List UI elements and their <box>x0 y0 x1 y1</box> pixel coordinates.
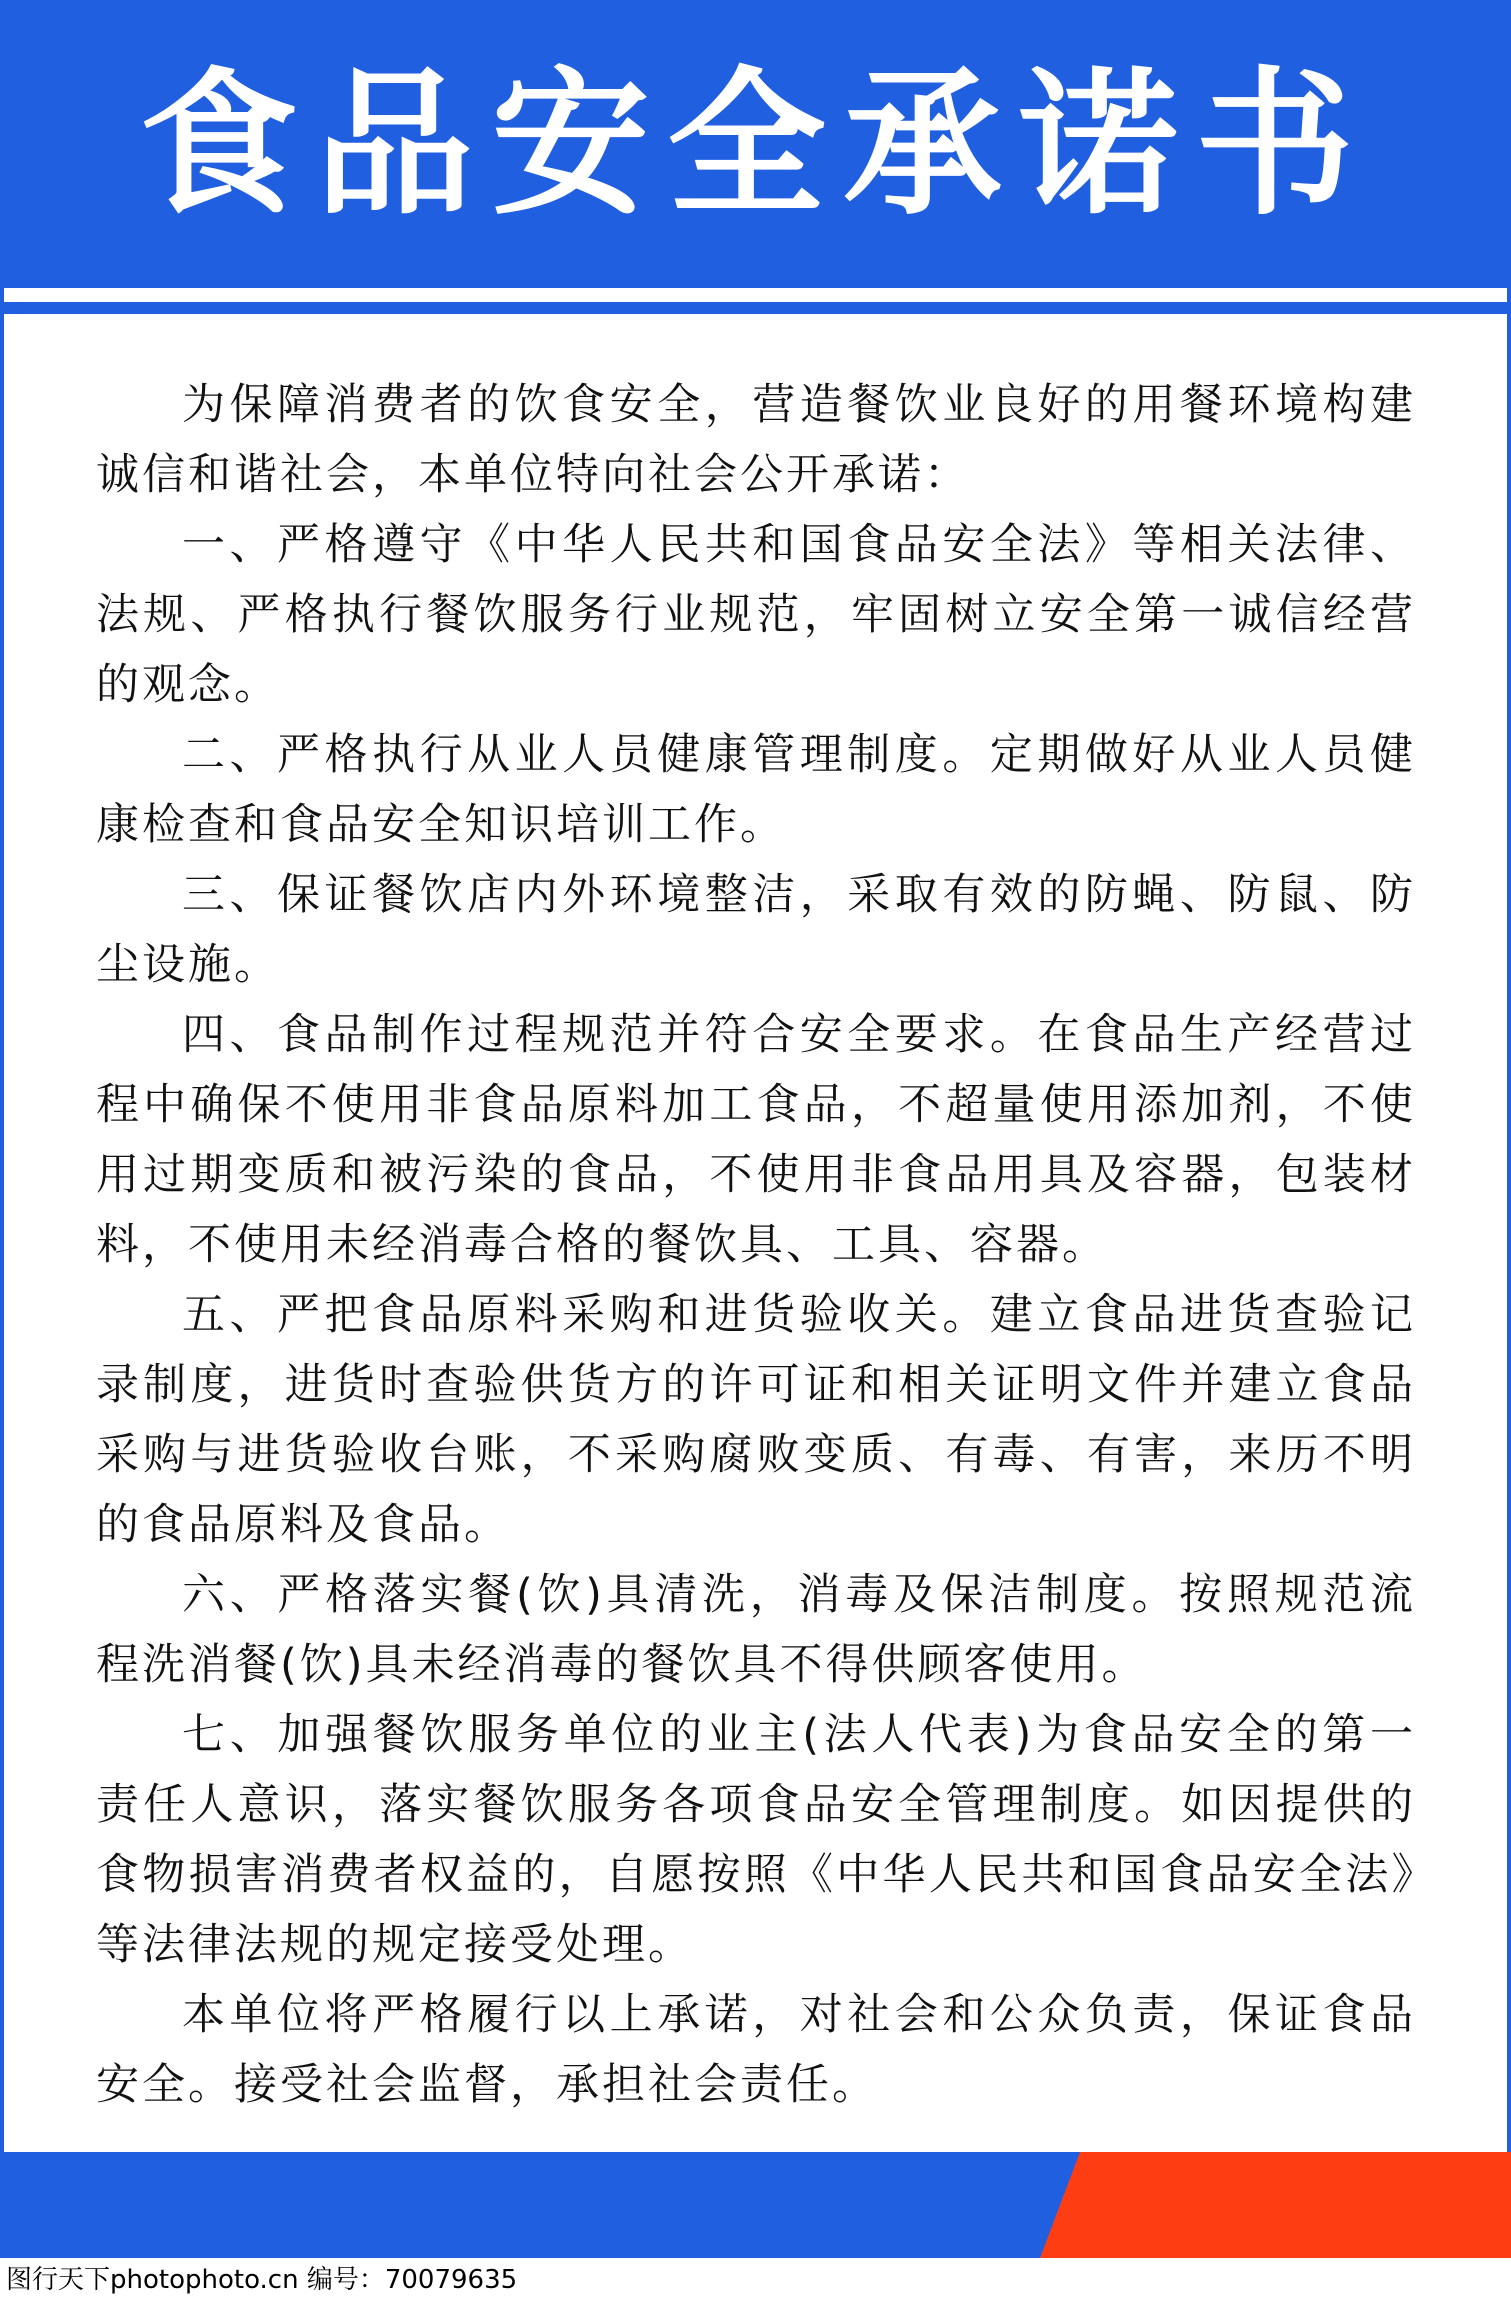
header-divider-line <box>0 302 1511 314</box>
clause-paragraph-4: 四、食品制作过程规范并符合安全要求。在食品生产经营过程中确保不使用非食品原料加工食品，不超量使用添加剂，不使用过期变质和被污染的食品，不使用非食品用具及容器，包装材料，不使用未经消毒合格的餐饮具、工具、容器。 <box>96 1010 1416 1270</box>
clause-paragraph-6: 六、严格落实餐(饮)具清洗，消毒及保洁制度。按照规范流程洗消餐(饮)具未经消毒的餐饮具不得供顾客使用。 <box>96 1570 1416 1690</box>
clause-paragraph-2: 二、严格执行从业人员健康管理制度。定期做好从业人员健康检查和食品安全知识培训工作。 <box>96 730 1416 850</box>
page-title: 食品安全承诺书 <box>139 53 1372 237</box>
clause-paragraph-5: 五、严把食品原料采购和进货验收关。建立食品进货查验记录制度，进货时查验供货方的许可证和相关证明文件并建立食品采购与进货验收台账，不采购腐败变质、有毒、有害，来历不明的食品原料及食品。 <box>96 1290 1416 1550</box>
clause-paragraph-3: 三、保证餐饮店内外环境整洁，采取有效的防蝇、防鼠、防尘设施。 <box>96 870 1416 990</box>
header-banner <box>0 0 1511 288</box>
closing-paragraph: 本单位将严格履行以上承诺，对社会和公众负责，保证食品安全。接受社会监督，承担社会责任。 <box>96 1990 1416 2110</box>
clause-paragraph-1: 一、严格遵守《中华人民共和国食品安全法》等相关法律、法规、严格执行餐饮服务行业规范，牢固树立安全第一诚信经营的观念。 <box>96 520 1416 710</box>
intro-paragraph: 为保障消费者的饮食安全，营造餐饮业良好的用餐环境构建诚信和谐社会，本单位特向社会公开承诺： <box>96 380 1416 500</box>
footer-red-band <box>1040 2152 1511 2258</box>
commitment-body <box>96 370 1416 2120</box>
clause-paragraph-7: 七、加强餐饮服务单位的业主(法人代表)为食品安全的第一责任人意识，落实餐饮服务各项食品安全管理制度。如因提供的食物损害消费者权益的，自愿按照《中华人民共和国食品安全法》等法律法规的规定接受处理。 <box>96 1710 1416 1970</box>
watermark-text: 图行天下photophoto.cn 编号：70079635 <box>6 2265 518 2295</box>
